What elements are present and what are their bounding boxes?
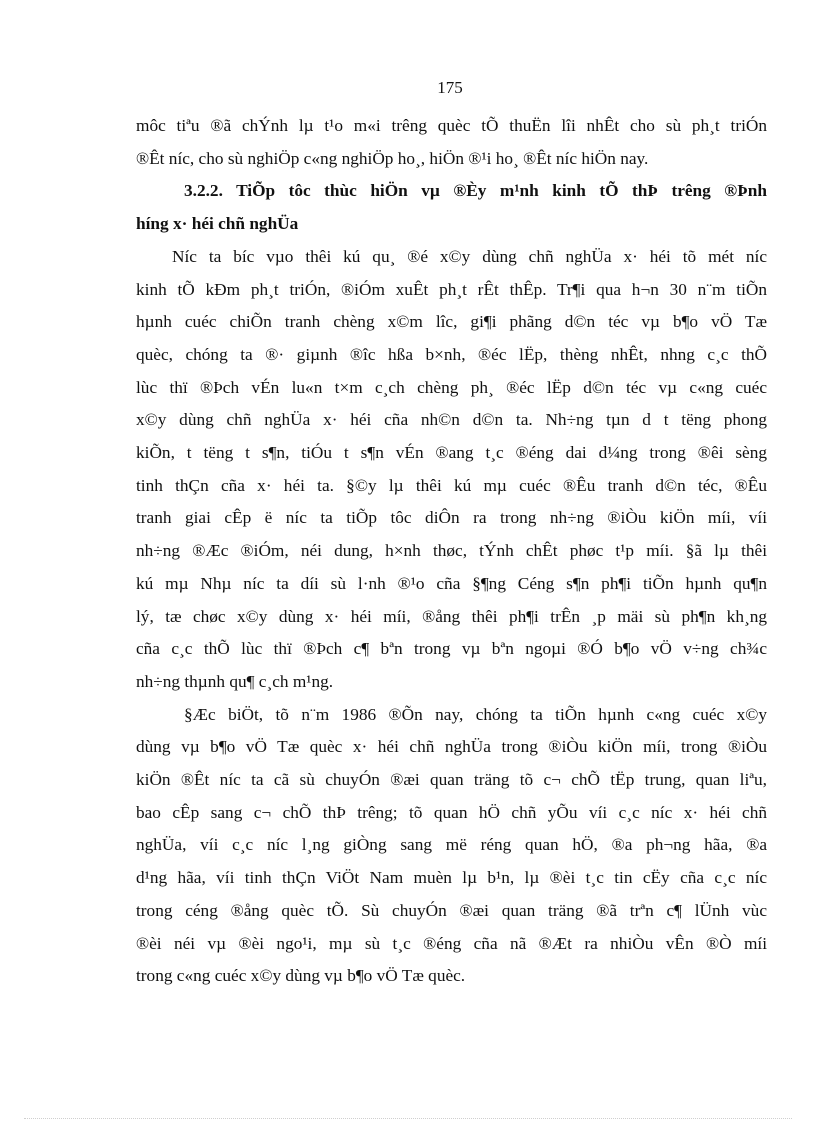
text-line: bao cÊp sang c¬ chÕ thÞ trêng; tõ quan hÖ chñ yÕu víi c¸c níc x· héi chñ [136,802,767,822]
page-number: 175 [437,78,463,97]
paragraph [136,699,767,993]
text-line: dùng vµ b¶o vÖ Tæ quèc x· héi chñ nghÜa trong ®iÒu kiÖn míi, trong ®iÒu [136,737,767,757]
section-heading [136,175,767,240]
text-line: nh÷ng thµnh qu¶ c¸ch m¹ng. [136,671,334,691]
text-line: d¹ng hãa, víi tinh thÇn ViÖt Nam muèn lµ b¹n, lµ ®èi t¸c tin cËy cña c¸c níc [136,868,767,888]
text-line: §Æc biÖt, tõ n¨m 1986 ®Õn nay, chóng ta tiÕn hµnh c«ng cuéc x©y [184,704,767,724]
text-line: hµnh cuéc chiÕn tranh chèng x©m lîc, gi¶i phãng d©n téc vµ b¶o vÖ Tæ [136,312,767,332]
text-line: nghÜa, víi c¸c níc l¸ng giÒng sang më réng quan hÖ, ®a ph¬ng hãa, ®a [136,835,767,855]
text-line: híng x· héi chñ nghÜa [136,214,299,234]
paragraph [136,241,767,699]
text-line: kiÕn, t tëng t s¶n, tiÓu t s¶n vÉn ®ang t¸c ®éng dai d¼ng trong ®êi sèng [136,443,767,463]
text-line: 3.2.2. TiÕp tôc thùc hiÖn vµ ®Èy m¹nh kinh tÕ thÞ trêng ®Þnh [184,181,767,201]
text-line: x©y dùng chñ nghÜa x· héi cña nh©n d©n ta. Nh÷ng tµn d t tëng phong [136,410,767,430]
text-line: môc tiªu ®ã chÝnh lµ t¹o m«i trêng quèc tÕ thuËn lîi nhÊt cho sù ph¸t triÓn [136,116,767,135]
page-bottom-divider [24,1118,792,1119]
text-line: lùc thï ®Þch vÉn lu«n t×m c¸ch chèng ph¸ ®éc lËp d©n téc vµ c«ng cuéc [136,377,767,397]
document-body [136,110,767,993]
text-line: Níc ta bíc vµo thêi kú qu¸ ®é x©y dùng chñ nghÜa x· héi tõ mét níc [172,246,767,266]
text-line: kú mµ Nhµ níc ta díi sù l·nh ®¹o cña §¶ng Céng s¶n ph¶i tiÕn hµnh qu¶n [136,573,767,593]
text-line: cña c¸c thÕ lùc thï ®Þch c¶ bªn trong vµ bªn ngoµi ®Ó b¶o vÖ v÷ng ch¾c [136,639,767,659]
text-line: ®èi néi vµ ®èi ngo¹i, mµ sù t¸c ®éng cña nã ®Æt ra nhiÒu vÊn ®Ò míi [136,933,767,953]
text-line: quèc, chóng ta ®· giµnh ®îc hßa b×nh, ®éc lËp, thèng nhÊt, nhng c¸c thÕ [136,344,767,364]
text-line: trong céng ®ång quèc tÕ. Sù chuyÓn ®æi quan träng ®ã trªn c¶ lÜnh vùc [136,900,767,920]
text-line: tinh thÇn cña x· héi ta. §©y lµ thêi kú mµ cuéc ®Êu tranh d©n téc, ®Êu [136,475,767,495]
paragraph [136,110,767,175]
text-line: trong c«ng cuéc x©y dùng vµ b¶o vÖ Tæ quèc. [136,966,466,986]
text-line: kiÖn ®Êt níc ta cã sù chuyÓn ®æi quan träng tõ c¬ chÕ tËp trung, quan liªu, [136,770,767,790]
text-line: tranh giai cÊp ë níc ta tiÕp tôc diÔn ra trong nh÷ng ®iÒu kiÖn míi, víi [136,508,767,528]
text-line: kinh tÕ kÐm ph¸t triÓn, ®iÓm xuÊt ph¸t rÊt thÊp. Tr¶i qua h¬n 30 n¨m tiÕn [136,279,767,299]
text-line: nh÷ng ®Æc ®iÓm, néi dung, h×nh thøc, tÝnh chÊt phøc t¹p míi. §ã lµ thêi [136,541,767,561]
text-line: ®Êt níc, cho sù nghiÖp c«ng nghiÖp ho¸, hiÖn ®¹i ho¸ ®Êt níc hiÖn nay. [136,148,649,168]
text-line: lý, tæ chøc x©y dùng x· héi míi, ®ång thêi ph¶i trÊn ¸p mäi sù ph¶n kh¸ng [136,606,767,626]
